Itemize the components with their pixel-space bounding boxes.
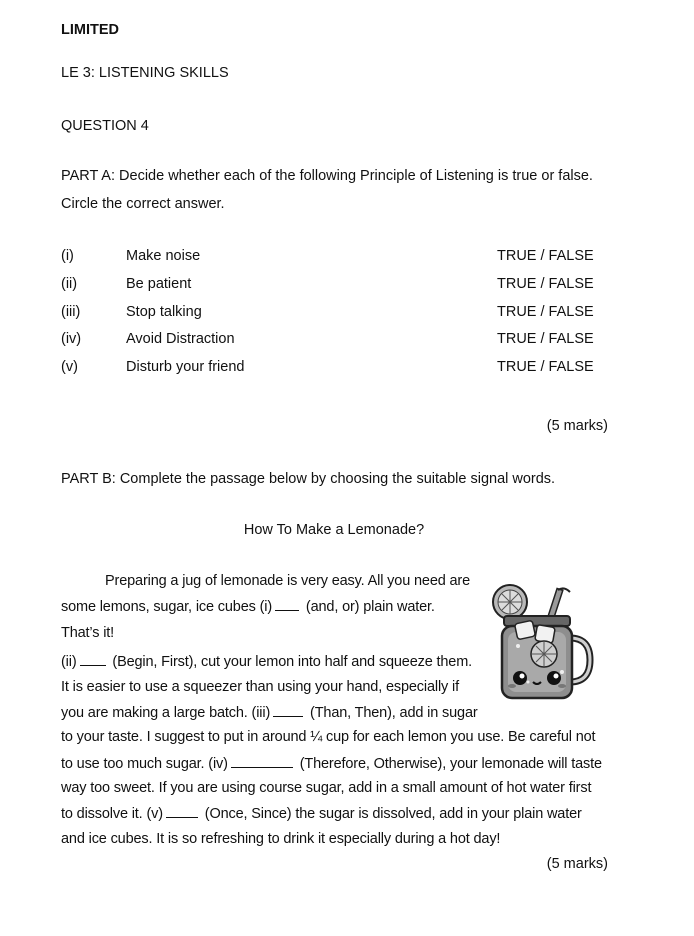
list-item xyxy=(0,304,694,324)
item-number: (i) xyxy=(61,248,74,264)
part-a-instruction: PART A: Decide whether each of the following Principle of Listening is true or false. xyxy=(61,168,593,184)
true-false-options[interactable]: TRUE / FALSE xyxy=(497,276,594,292)
answer-blank[interactable] xyxy=(273,704,303,717)
passage-line: you are making a large batch. (iii) (Than, Then), add in sugar xyxy=(61,705,478,721)
label-limited: LIMITED xyxy=(61,22,119,38)
passage-line: It is easier to use a squeezer than using your hand, especially if xyxy=(61,679,459,695)
true-false-options[interactable]: TRUE / FALSE xyxy=(497,248,594,264)
passage-line: Preparing a jug of lemonade is very easy. All you need are xyxy=(105,573,471,589)
item-number: (v) xyxy=(61,359,78,375)
item-number: (iv) xyxy=(61,331,82,347)
part-b-instruction: PART B: Complete the passage below by choosing the suitable signal words. xyxy=(61,471,556,487)
passage-line: to dissolve it. (v) (Once, Since) the sugar is dissolved, add in your plain water xyxy=(61,806,582,822)
part-b-marks: (5 marks) xyxy=(546,856,608,872)
answer-blank[interactable] xyxy=(80,653,106,666)
lemonade-jar-icon xyxy=(488,582,598,702)
passage-line: to use too much sugar. (iv) (Therefore, Otherwise), your lemonade will taste xyxy=(61,756,602,772)
true-false-options[interactable]: TRUE / FALSE xyxy=(497,359,594,375)
true-false-options[interactable]: TRUE / FALSE xyxy=(497,331,594,347)
passage-line: (ii) (Begin, First), cut your lemon into half and squeeze them. xyxy=(61,654,473,670)
passage-line: some lemons, sugar, ice cubes (i) (and, or) plain water. xyxy=(61,599,435,615)
list-item xyxy=(0,331,694,351)
passage-title: How To Make a Lemonade? xyxy=(243,522,425,538)
subject-title: LE 3: LISTENING SKILLS xyxy=(61,65,229,81)
answer-blank[interactable] xyxy=(166,805,198,818)
item-statement: Be patient xyxy=(126,276,192,292)
answer-blank[interactable] xyxy=(275,598,299,611)
list-item xyxy=(0,359,694,379)
list-item xyxy=(0,248,694,268)
list-item xyxy=(0,276,694,296)
passage-line: to your taste. I suggest to put in around ¼ cup for each lemon you use. Be careful not xyxy=(61,729,596,745)
part-a-instruction-2: Circle the correct answer. xyxy=(61,196,225,212)
answer-blank[interactable] xyxy=(231,755,293,768)
item-statement: Make noise xyxy=(126,248,201,264)
item-number: (ii) xyxy=(61,276,78,292)
part-a-marks: (5 marks) xyxy=(546,418,608,434)
passage-line: That’s it! xyxy=(61,625,115,641)
question-title: QUESTION 4 xyxy=(61,118,149,134)
item-statement: Stop talking xyxy=(126,304,202,320)
passage-line: and ice cubes. It is so refreshing to drink it especially during a hot day! xyxy=(61,831,501,847)
item-statement: Avoid Distraction xyxy=(126,331,235,347)
item-statement: Disturb your friend xyxy=(126,359,245,375)
true-false-options[interactable]: TRUE / FALSE xyxy=(497,304,594,320)
passage-line: way too sweet. If you are using course sugar, add in a small amount of hot water first xyxy=(61,780,592,796)
item-number: (iii) xyxy=(61,304,81,320)
